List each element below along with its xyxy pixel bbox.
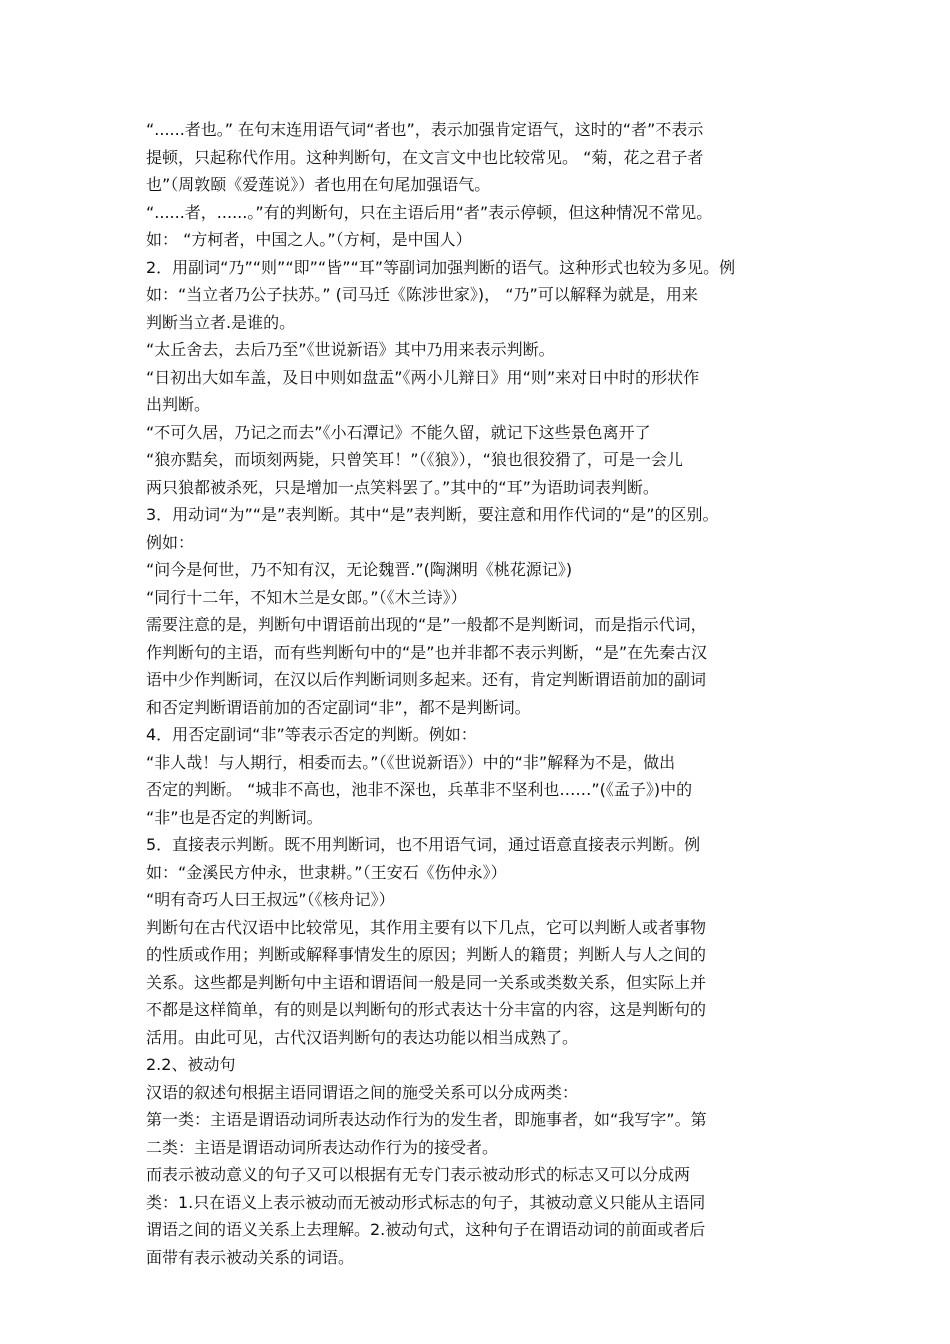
text-line: 和否定判断谓语前加的否定副词“非”，都不是判断词。 xyxy=(146,697,531,717)
document-body xyxy=(146,116,814,1271)
text-line: “......者，......。”有的判断句，只在主语后用“者”表示停顿，但这种情况不常见。 xyxy=(146,202,713,222)
text-line: 判断句在古代汉语中比较常见，其作用主要有以下几点，它可以判断人或者事物 xyxy=(146,917,707,937)
text-line: “不可久居，乃记之而去”《小石潭记》不能久留，就记下这些景色离开了 xyxy=(146,422,651,442)
text-line: “狼亦黠矣，而顷刻两毙，只曾笑耳！”（《狼》），“狼也很狡猾了，可是一会儿 xyxy=(146,450,683,469)
text-line: 不都是这样简单，有的则是以判断句的形式表达十分丰富的内容，这是判断句的 xyxy=(146,1000,707,1019)
text-line: 出判断。 xyxy=(146,395,211,414)
text-line: 如：“金溪民方仲永，世隶耕。”（王安石《伤仲永》） xyxy=(146,862,507,882)
section-heading: 2.2、被动句 xyxy=(146,1055,236,1074)
text-line: 5．直接表示判断。既不用判断词，也不用语气词，通过语意直接表示判断。例 xyxy=(146,835,701,854)
text-line: 否定的判断。 “城非不高也，池非不深也，兵革非不坚利也……”(《孟子》)中的 xyxy=(146,780,693,799)
text-line: 如：“当立者乃公子扶苏。” (司马迁《陈涉世家》)， “乃”可以解释为就是，用来 xyxy=(146,285,698,304)
text-line: 3．用动词“为”“是”表判断。其中“是”表判断，要注意和用作代词的“是”的区别。 xyxy=(146,505,719,524)
text-line: 例如： xyxy=(146,532,195,552)
text-line: 如： “方柯者，中国之人。”（方柯，是中国人） xyxy=(146,230,472,249)
text-line: 二类：主语是谓语动词所表达动作行为的接受者。 xyxy=(146,1137,499,1157)
text-line: “问今是何世，乃不知有汉，无论魏晋.”(陶渊明《桃花源记》) xyxy=(146,560,573,579)
text-line: “明有奇巧人曰王叔远”（《核舟记》） xyxy=(146,890,395,909)
text-line: 类：1.只在语义上表示被动而无被动形式标志的句子，其被动意义只能从主语同 xyxy=(146,1192,706,1212)
text-line: “太丘舍去，去后乃至”《世说新语》其中乃用来表示判断。 xyxy=(146,340,555,359)
text-line: 4．用否定副词“非”等表示否定的判断。例如： xyxy=(146,725,477,744)
text-line: 也”（周敦颐《爱莲说》）者也用在句尾加强语气。 xyxy=(146,175,491,194)
text-line: 活用。由此可见，古代汉语判断句的表达功能以相当成熟了。 xyxy=(146,1027,579,1047)
text-line: 需要注意的是，判断句中谓语前出现的“是”一般都不是判断词，而是指示代词， xyxy=(146,615,707,634)
text-line: 判断当立者.是谁的。 xyxy=(146,312,296,332)
text-line: 的性质或作用；判断或解释事情发生的原因；判断人的籍贯；判断人与人之间的 xyxy=(146,945,707,964)
text-line: 谓语之间的语义关系上去理解。2.被动句式，这种句子在谓语动词的前面或者后 xyxy=(146,1220,706,1239)
text-line: “日初出大如车盖，及日中则如盘盂”《两小儿辩日》用“则”来对日中时的形状作 xyxy=(146,367,700,387)
text-line: 第一类：主语是谓语动词所表达动作行为的发生者，即施事者，如“我写字”。第 xyxy=(146,1110,707,1129)
text-line: “同行十二年，不知木兰是女郎。”（《木兰诗》） xyxy=(146,587,467,607)
text-line: 语中少作判断词，在汉以后作判断词则多起来。还有，肯定判断谓语前加的副词 xyxy=(146,670,707,689)
text-line: 两只狼都被杀死，只是增加一点笑料罢了。”其中的“耳”为语助词表判断。 xyxy=(146,477,659,497)
text-line: 汉语的叙述句根据主语同谓语之间的施受关系可以分成两类： xyxy=(146,1082,579,1102)
text-line: 提顿，只起称代作用。这种判断句，在文言文中也比较常见。 “菊，花之君子者 xyxy=(146,147,704,167)
text-line: 2．用副词“乃”“则”“即”“皆”“耳”等副词加强判断的语气。这种形式也较为多见。例 xyxy=(146,257,736,277)
text-line: 而表示被动意义的句子又可以根据有无专门表示被动形式的标志又可以分成两 xyxy=(146,1165,691,1184)
text-line: “......者也。” 在句末连用语气词“者也”，表示加强肯定语气，这时的“者”不表示 xyxy=(146,120,704,139)
text-line: 作判断句的主语，而有些判断句中的“是”也并非都不表示判断，“是”在先秦古汉 xyxy=(146,642,708,662)
text-line: “非人哉！与人期行，相委而去。”（《世说新语》）中的“非”解释为不是，做出 xyxy=(146,752,676,772)
text-line: “非”也是否定的判断词。 xyxy=(146,807,323,827)
text-line: 面带有表示被动关系的词语。 xyxy=(146,1247,355,1267)
text-line: 关系。这些都是判断句中主语和谓语间一般是同一关系或类数关系，但实际上并 xyxy=(146,972,707,992)
